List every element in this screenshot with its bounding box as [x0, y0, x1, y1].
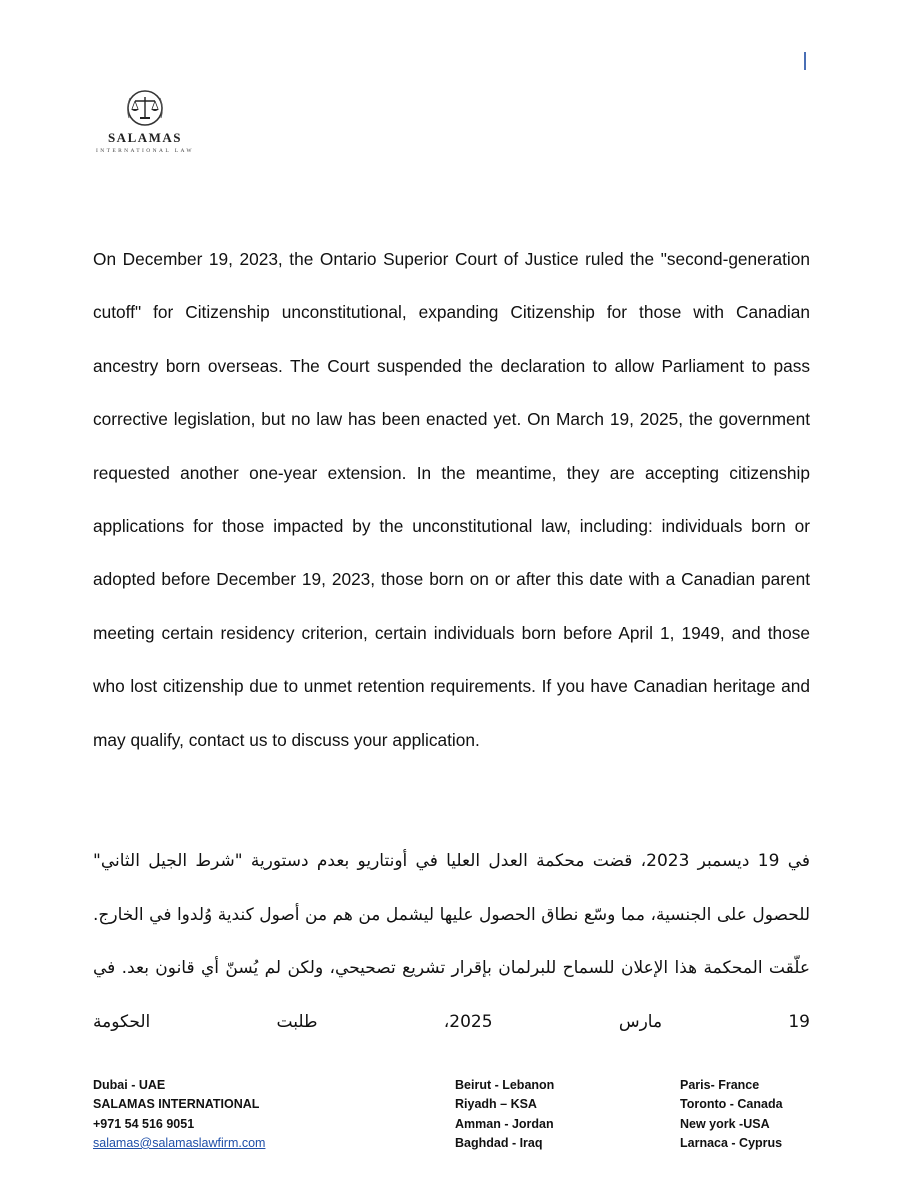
footer-office: Larnaca - Cyprus: [680, 1135, 783, 1150]
footer-office: Amman - Jordan: [455, 1116, 554, 1131]
footer-city: Dubai - UAE: [93, 1078, 166, 1092]
footer-contact-column: [93, 1076, 265, 1153]
footer-email-link[interactable]: salamas@salamaslawfirm.com: [93, 1135, 266, 1150]
footer-office: Baghdad - Iraq: [455, 1135, 543, 1150]
footer-offices-column-2: [680, 1076, 783, 1153]
footer-office: Toronto - Canada: [680, 1097, 783, 1112]
footer-office: New york -USA: [680, 1116, 770, 1131]
arabic-paragraph: في 19 ديسمبر 2023، قضت محكمة العدل العليا في أونتاريو بعدم دستورية "شرط الجيل الثاني" للحصول على الجنسية، مما وسّع نطاق الحصول عليها ليشمل من هم من أصول كندية وُلدوا في الخارج. علّقت المحكمة هذا الإعلان للسماح للبرلمان بإقرار تشريع تصحيحي، ولكن لم يُسنّ أي قانون بعد. في 19 مارس 2025، طلبت الحكومة: [93, 851, 810, 1032]
footer-office: Paris- France: [680, 1078, 760, 1092]
firm-logo: [90, 88, 200, 154]
logo-name: SALAMAS: [107, 130, 183, 145]
footer-company: SALAMAS INTERNATIONAL: [93, 1097, 260, 1112]
scales-of-justice-icon: [123, 88, 167, 128]
page-number-marker: [804, 52, 806, 70]
english-paragraph: On December 19, 2023, the Ontario Superior Court of Justice ruled the "second-generation cutoff" for Citizenship unconstitutional, expanding Citizenship for those with Canadian ancestry born overseas. The Court suspended the declaration to allow Parliament to pass corrective legislation, but no law has been enacted yet. On March 19, 2025, the government requested another one-year extension. In the meantime, they are accepting citizenship applications for those impacted by the unconstitutional law, including: individuals born or adopted before December 19, 2023, those born on or after this date with a Canadian parent meeting certain residency criterion, certain individuals born before April 1, 1949, and those who lost citizenship due to unmet retention requirements. If you have Canadian heritage and may qualify, contact us to discuss your application.: [93, 249, 810, 750]
footer-office: Beirut - Lebanon: [455, 1078, 555, 1092]
logo-subtitle: INTERNATIONAL LAW: [95, 148, 195, 154]
footer-phone: +971 54 516 9051: [93, 1116, 195, 1131]
footer-offices-column-1: [455, 1076, 554, 1153]
footer-office: Riyadh – KSA: [455, 1097, 537, 1112]
